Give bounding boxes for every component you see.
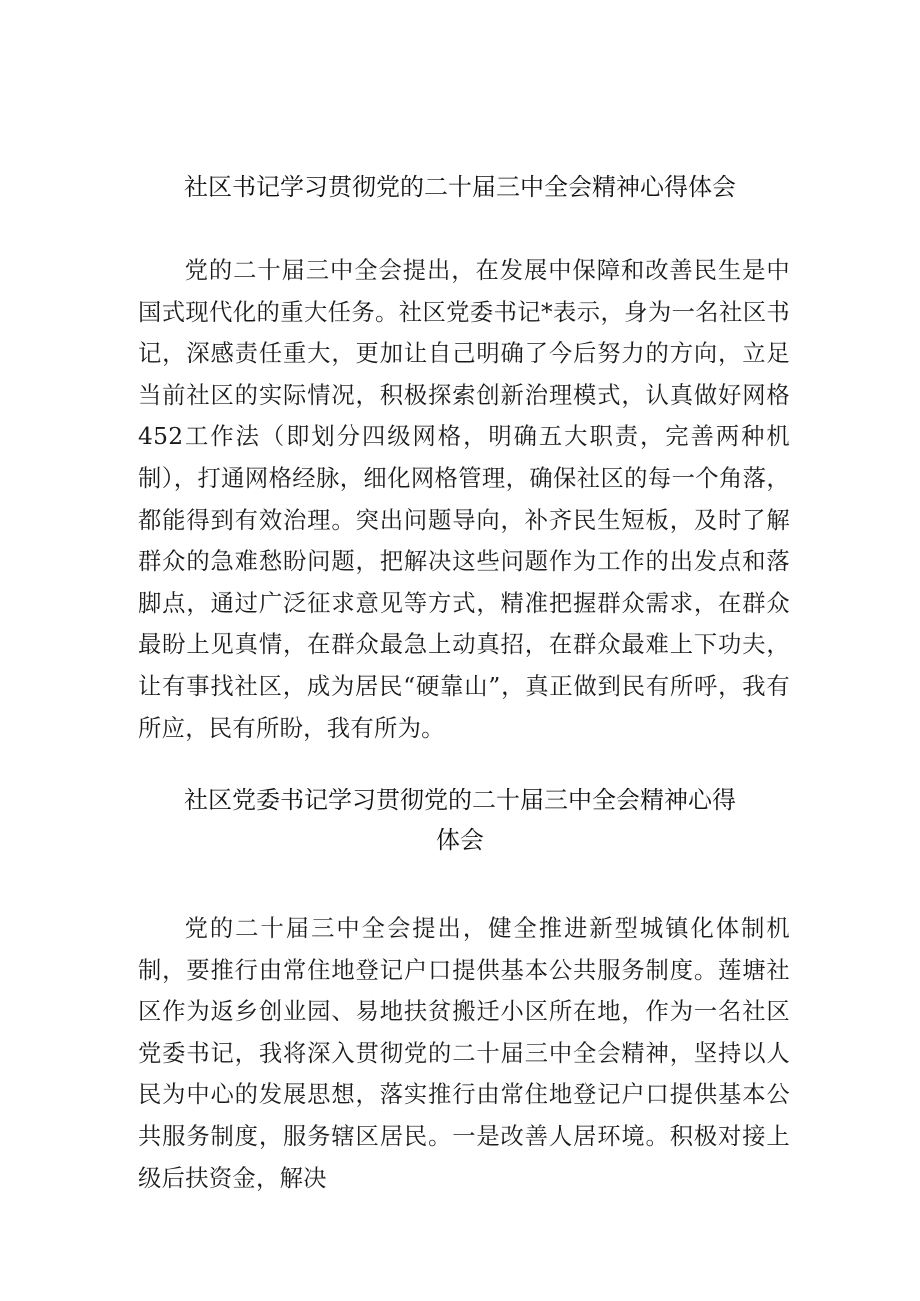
section-2-paragraph: 党的二十届三中全会提出，健全推进新型城镇化体制机制，要推行由常住地登记户口提供基本公共服务制度。莲塘社区作为返乡创业园、易地扶贫搬迁小区所在地，作为一名社区党委书记，我将深入贯彻党的二十届三中全会精神，坚持以人民为中心的发展思想，落实推行由常住地登记户口提供基本公共服务制度，服务辖区居民。一是改善人居环境。积极对接上级后扶资金，解决 bbox=[138, 915, 790, 1192]
section-1-paragraph: 党的二十届三中全会提出，在发展中保障和改善民生是中国式现代化的重大任务。社区党委书记*表示，身为一名社区书记，深感责任重大，更加让自己明确了今后努力的方向，立足当前社区的实际情况，积极探索创新治理模式，认真做好网格452工作法（即划分四级网格，明确五大职责，完善两种机制），打通网格经脉，细化网格管理，确保社区的每一个角落，都能得到有效治理。突出问题导向，补齐民生短板，及时了解群众的急难愁盼问题，把解决这些问题作为工作的出发点和落脚点，通过广泛征求意见等方式，精准把握群众需求，在群众最盼上见真情，在群众最急上动真招，在群众最难上下功夫，让有事找社区，成为居民“硬靠山”，真正做到民有所呼，我有所应，民有所盼，我有所为。 bbox=[138, 257, 790, 742]
section-2-title-line-1: 社区党委书记学习贯彻党的二十届三中全会精神心得 bbox=[184, 786, 736, 814]
section-2-title-line-2: 体会 bbox=[436, 826, 484, 854]
section-1-title: 社区书记学习贯彻党的二十届三中全会精神心得体会 bbox=[184, 173, 736, 201]
section-2-title bbox=[130, 780, 790, 860]
